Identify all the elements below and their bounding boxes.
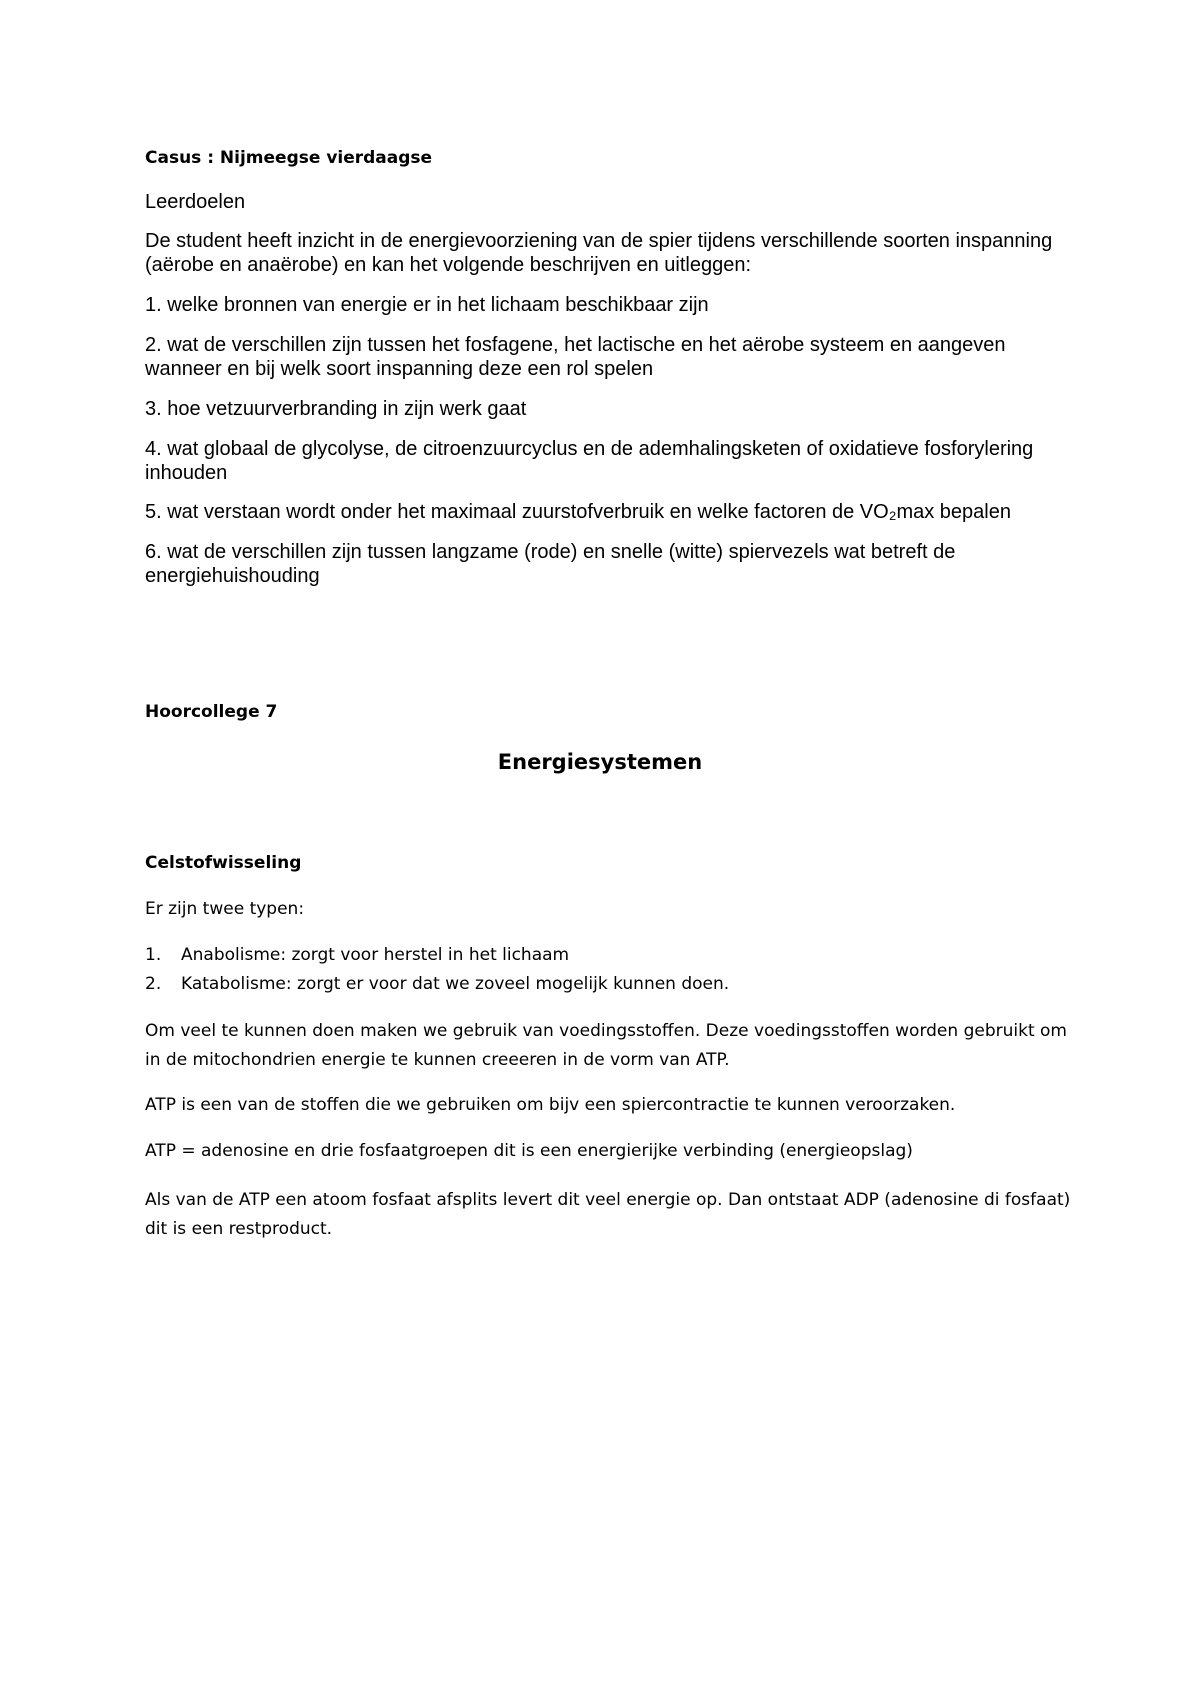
paragraph: ATP is een van de stoffen die we gebruiken om bijv een spiercontractie te kunnen veroorzaken. <box>145 1095 956 1115</box>
paragraph: ATP = adenosine en drie fosfaatgroepen dit is een energierijke verbinding (energieopslag) <box>145 1141 913 1161</box>
paragraph: Om veel te kunnen doen maken we gebruik van voedingsstoffen. Deze voedingsstoffen worden gebruikt om in de mitochondrien energie te kunnen creeeren in de vorm van ATP. <box>145 1021 1067 1070</box>
section-intro: Er zijn twee typen: <box>145 899 305 919</box>
learning-goal: 2. wat de verschillen zijn tussen het fosfagene, het lactische en het aërobe systeem en aangeven wanneer en bij welk soort inspanning deze een rol spelen <box>145 334 1006 380</box>
list-item: Katabolisme: zorgt er voor dat we zoveel mogelijk kunnen doen. <box>181 974 730 994</box>
section-heading: Celstofwisseling <box>145 853 302 873</box>
list-item-number: 2. <box>145 974 162 994</box>
learning-goal: 5. wat verstaan wordt onder het maximaal zuurstofverbruik en welke factoren de VO₂max bepalen <box>145 501 1011 523</box>
page-title: Energiesystemen <box>497 750 703 774</box>
casus-label: Casus : Nijmeegse vierdaagse <box>145 148 433 168</box>
learning-goal: 4. wat globaal de glycolyse, de citroenzuurcyclus en de ademhalingsketen of oxidatieve fosforylering inhouden <box>145 438 1034 484</box>
list-item: Anabolisme: zorgt voor herstel in het lichaam <box>181 945 570 965</box>
leerdoelen-intro: De student heeft inzicht in de energievoorziening van de spier tijdens verschillende soorten inspanning (aërobe en anaërobe) en kan het volgende beschrijven en uitleggen: <box>145 230 1053 276</box>
paragraph: Als van de ATP een atoom fosfaat afsplits levert dit veel energie op. Dan ontstaat ADP (adenosine di fosfaat) dit is een restproduct. <box>145 1190 1071 1239</box>
learning-goal: 3. hoe vetzuurverbranding in zijn werk gaat <box>145 398 527 420</box>
learning-goal: 6. wat de verschillen zijn tussen langzame (rode) en snelle (witte) spiervezels wat betreft de energiehuishouding <box>145 541 956 587</box>
list-item-number: 1. <box>145 945 162 965</box>
leerdoelen-heading: Leerdoelen <box>145 191 246 213</box>
learning-goal: 1. welke bronnen van energie er in het lichaam beschikbaar zijn <box>145 294 709 316</box>
lecture-label: Hoorcollege 7 <box>145 702 278 722</box>
